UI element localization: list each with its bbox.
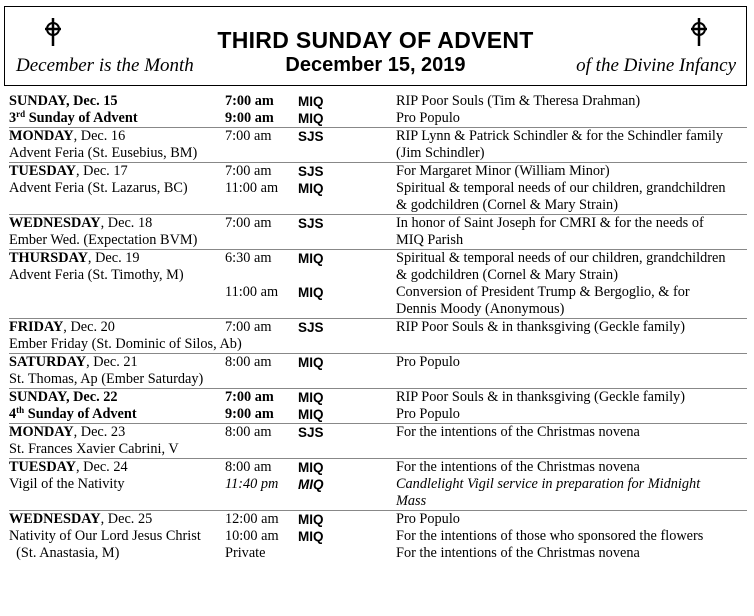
schedule-row xyxy=(9,441,747,458)
right-tagline: of the Divine Infancy xyxy=(576,55,736,76)
mass-time: 9:00 am xyxy=(225,406,274,422)
day-name: THURSDAY xyxy=(9,250,88,266)
day-name: WEDNESDAY xyxy=(9,215,101,231)
celebrant-code: MIQ xyxy=(298,251,324,266)
mass-intention: RIP Lynn & Patrick Schindler & for the Schindler family xyxy=(396,128,724,144)
day-name: SATURDAY xyxy=(9,354,87,370)
mass-time: 7:00 am xyxy=(225,93,274,109)
mass-intention: For the intentions of those who sponsored the flowers xyxy=(396,528,704,544)
day-label xyxy=(9,528,201,545)
day-name: TUESDAY xyxy=(9,163,77,179)
schedule-row xyxy=(9,511,747,528)
day-label xyxy=(9,545,119,562)
schedule-row xyxy=(9,301,747,318)
celebrant-code: MIQ xyxy=(298,460,324,475)
day-date: , Dec. 24 xyxy=(76,459,128,475)
feast-name: Nativity of Our Lord Jesus Christ xyxy=(9,528,201,544)
day-label xyxy=(9,250,140,267)
celebrant-code: MIQ xyxy=(298,390,324,405)
mass-intention: Dennis Moody (Anonymous) xyxy=(396,301,565,317)
mass-intention: MIQ Parish xyxy=(396,232,464,248)
day-label xyxy=(9,424,125,441)
schedule-row xyxy=(9,163,747,180)
mass-intention: RIP Poor Souls & in thanksgiving (Geckle family) xyxy=(396,389,685,405)
day-label xyxy=(9,406,137,423)
celebrant-code: MIQ xyxy=(298,477,324,492)
mass-intention: Conversion of President Trump & Bergoglio, & for xyxy=(396,284,690,300)
mass-time: 10:00 am xyxy=(225,528,279,544)
mass-intention: For the intentions of the Christmas novena xyxy=(396,459,640,475)
day-name: WEDNESDAY xyxy=(9,511,101,527)
mass-time: 7:00 am xyxy=(225,128,272,144)
day-label xyxy=(9,441,179,458)
feast-name: Ember Friday (St. Dominic of Silos, Ab) xyxy=(9,336,242,352)
day-date: , Dec. 17 xyxy=(76,163,128,179)
schedule-row xyxy=(9,406,747,423)
day-block xyxy=(9,459,747,511)
celebrant-code: SJS xyxy=(298,320,324,335)
celebrant-code: SJS xyxy=(298,164,324,179)
mass-intention: For the intentions of the Christmas novena xyxy=(396,545,640,561)
mass-time: 6:30 am xyxy=(225,250,272,266)
celebrant-code: MIQ xyxy=(298,512,324,527)
celebrant-code: SJS xyxy=(298,216,324,231)
feast-name: St. Frances Xavier Cabrini, V xyxy=(9,441,179,457)
day-label xyxy=(9,110,138,127)
feast-name: Ember Wed. (Expectation BVM) xyxy=(9,232,198,248)
schedule-row xyxy=(9,267,747,284)
day-label xyxy=(9,215,152,232)
mass-time: 7:00 am xyxy=(225,319,272,335)
feast-name: Vigil of the Nativity xyxy=(9,476,125,492)
day-date: , Dec. 21 xyxy=(86,354,138,370)
celebrant-code: MIQ xyxy=(298,111,324,126)
schedule-row xyxy=(9,284,747,301)
bulletin-header xyxy=(4,6,747,86)
schedule-row xyxy=(9,197,747,214)
schedule-row xyxy=(9,319,747,336)
day-label xyxy=(9,511,152,528)
mass-time: 11:40 pm xyxy=(225,476,279,492)
schedule-row xyxy=(9,128,747,145)
schedule-row xyxy=(9,528,747,545)
day-block xyxy=(9,163,747,215)
day-block xyxy=(9,319,747,354)
schedule-row xyxy=(9,545,747,562)
feast-name: Sunday of Advent xyxy=(24,406,137,422)
schedule-row xyxy=(9,389,747,406)
schedule-row xyxy=(9,424,747,441)
mass-intention: Pro Populo xyxy=(396,110,460,126)
feast-name: Advent Feria (St. Eusebius, BM) xyxy=(9,145,198,161)
mass-time: 7:00 am xyxy=(225,215,272,231)
celebrant-code: MIQ xyxy=(298,94,324,109)
day-date: , Dec. 23 xyxy=(73,424,126,440)
day-name: FRIDAY xyxy=(9,319,64,335)
mass-time: 12:00 am xyxy=(225,511,279,527)
day-name: SUNDAY, Dec. 15 xyxy=(9,93,118,109)
schedule-row xyxy=(9,232,747,249)
day-date: , Dec. 20 xyxy=(63,319,115,335)
sunday-ordinal: 3 xyxy=(9,110,17,126)
mass-time: 11:00 am xyxy=(225,180,279,196)
mass-intention: & godchildren (Cornel & Mary Strain) xyxy=(396,197,618,213)
day-label xyxy=(9,93,118,110)
day-label xyxy=(9,128,125,145)
day-label xyxy=(9,459,128,476)
feast-name: Sunday of Advent xyxy=(25,110,138,126)
schedule-row xyxy=(9,354,747,371)
mass-intention: (Jim Schindler) xyxy=(396,145,485,161)
feast-name: Advent Feria (St. Lazarus, BC) xyxy=(9,180,188,196)
schedule-row xyxy=(9,145,747,162)
day-label xyxy=(9,354,138,371)
mass-schedule xyxy=(9,93,747,562)
schedule-row xyxy=(9,180,747,197)
day-block xyxy=(9,424,747,459)
mass-intention: Spiritual & temporal needs of our children, grandchildren xyxy=(396,180,726,196)
day-label xyxy=(9,180,188,197)
celebrant-code: SJS xyxy=(298,129,324,144)
schedule-row xyxy=(9,371,747,388)
feast-name: (St. Anastasia, M) xyxy=(9,545,120,561)
day-label xyxy=(9,336,242,353)
schedule-row xyxy=(9,476,747,493)
mass-time: 7:00 am xyxy=(225,163,272,179)
day-label xyxy=(9,232,197,249)
mass-intention: RIP Poor Souls & in thanksgiving (Geckle family) xyxy=(396,319,685,335)
day-name: TUESDAY xyxy=(9,459,77,475)
mass-intention: Spiritual & temporal needs of our children, grandchildren xyxy=(396,250,726,266)
day-block xyxy=(9,354,747,389)
day-date: , Dec. 25 xyxy=(100,511,153,527)
schedule-row xyxy=(9,250,747,267)
ordinal-suffix: th xyxy=(16,405,25,415)
bulletin-date: December 15, 2019 xyxy=(285,54,466,76)
day-label xyxy=(9,145,197,162)
feast-name: St. Thomas, Ap (Ember Saturday) xyxy=(9,371,204,387)
celebrant-code: MIQ xyxy=(298,181,324,196)
schedule-row xyxy=(9,336,747,353)
mass-intention: RIP Poor Souls (Tim & Theresa Drahman) xyxy=(396,93,641,109)
mass-intention: In honor of Saint Joseph for CMRI & for the needs of xyxy=(396,215,704,231)
mass-intention: Pro Populo xyxy=(396,354,460,370)
mass-time: Private xyxy=(225,545,266,561)
mass-time: 11:00 am xyxy=(225,284,279,300)
left-tagline: December is the Month xyxy=(16,55,194,76)
day-block xyxy=(9,511,747,562)
schedule-row xyxy=(9,93,747,110)
mass-time: 9:00 am xyxy=(225,110,274,126)
day-block xyxy=(9,250,747,319)
mass-intention: Pro Populo xyxy=(396,511,460,527)
mass-intention: Pro Populo xyxy=(396,406,460,422)
day-block xyxy=(9,215,747,250)
celebrant-code: MIQ xyxy=(298,529,324,544)
day-label xyxy=(9,267,184,284)
day-block xyxy=(9,389,747,424)
day-label xyxy=(9,389,118,406)
schedule-row xyxy=(9,110,747,127)
day-block xyxy=(9,128,747,163)
mass-time: 7:00 am xyxy=(225,389,274,405)
mass-intention: For the intentions of the Christmas novena xyxy=(396,424,640,440)
day-name: SUNDAY, Dec. 22 xyxy=(9,389,118,405)
schedule-row xyxy=(9,493,747,510)
day-label xyxy=(9,476,125,493)
day-block xyxy=(9,93,747,128)
day-label xyxy=(9,371,203,388)
mass-time: 8:00 am xyxy=(225,424,272,440)
day-name: MONDAY xyxy=(9,424,74,440)
day-label xyxy=(9,163,128,180)
celebrant-code: SJS xyxy=(298,425,324,440)
schedule-row xyxy=(9,459,747,476)
celebrant-code: MIQ xyxy=(298,407,324,422)
celebrant-code: MIQ xyxy=(298,355,324,370)
mass-intention: & godchildren (Cornel & Mary Strain) xyxy=(396,267,618,283)
mass-intention: Mass xyxy=(396,493,427,509)
schedule-row xyxy=(9,215,747,232)
feast-name: Advent Feria (St. Timothy, M) xyxy=(9,267,184,283)
ordinal-suffix: rd xyxy=(16,109,26,119)
day-date: , Dec. 16 xyxy=(73,128,126,144)
mass-time: 8:00 am xyxy=(225,459,272,475)
celebrant-code: MIQ xyxy=(298,285,324,300)
page-title: THIRD SUNDAY OF ADVENT xyxy=(217,27,534,53)
mass-time: 8:00 am xyxy=(225,354,272,370)
sunday-ordinal: 4 xyxy=(9,406,17,422)
day-date: , Dec. 19 xyxy=(87,250,140,266)
day-date: , Dec. 18 xyxy=(100,215,153,231)
day-label xyxy=(9,319,115,336)
mass-intention: For Margaret Minor (William Minor) xyxy=(396,163,610,179)
mass-intention: Candlelight Vigil service in preparation for Midnight xyxy=(396,476,701,492)
day-name: MONDAY xyxy=(9,128,74,144)
